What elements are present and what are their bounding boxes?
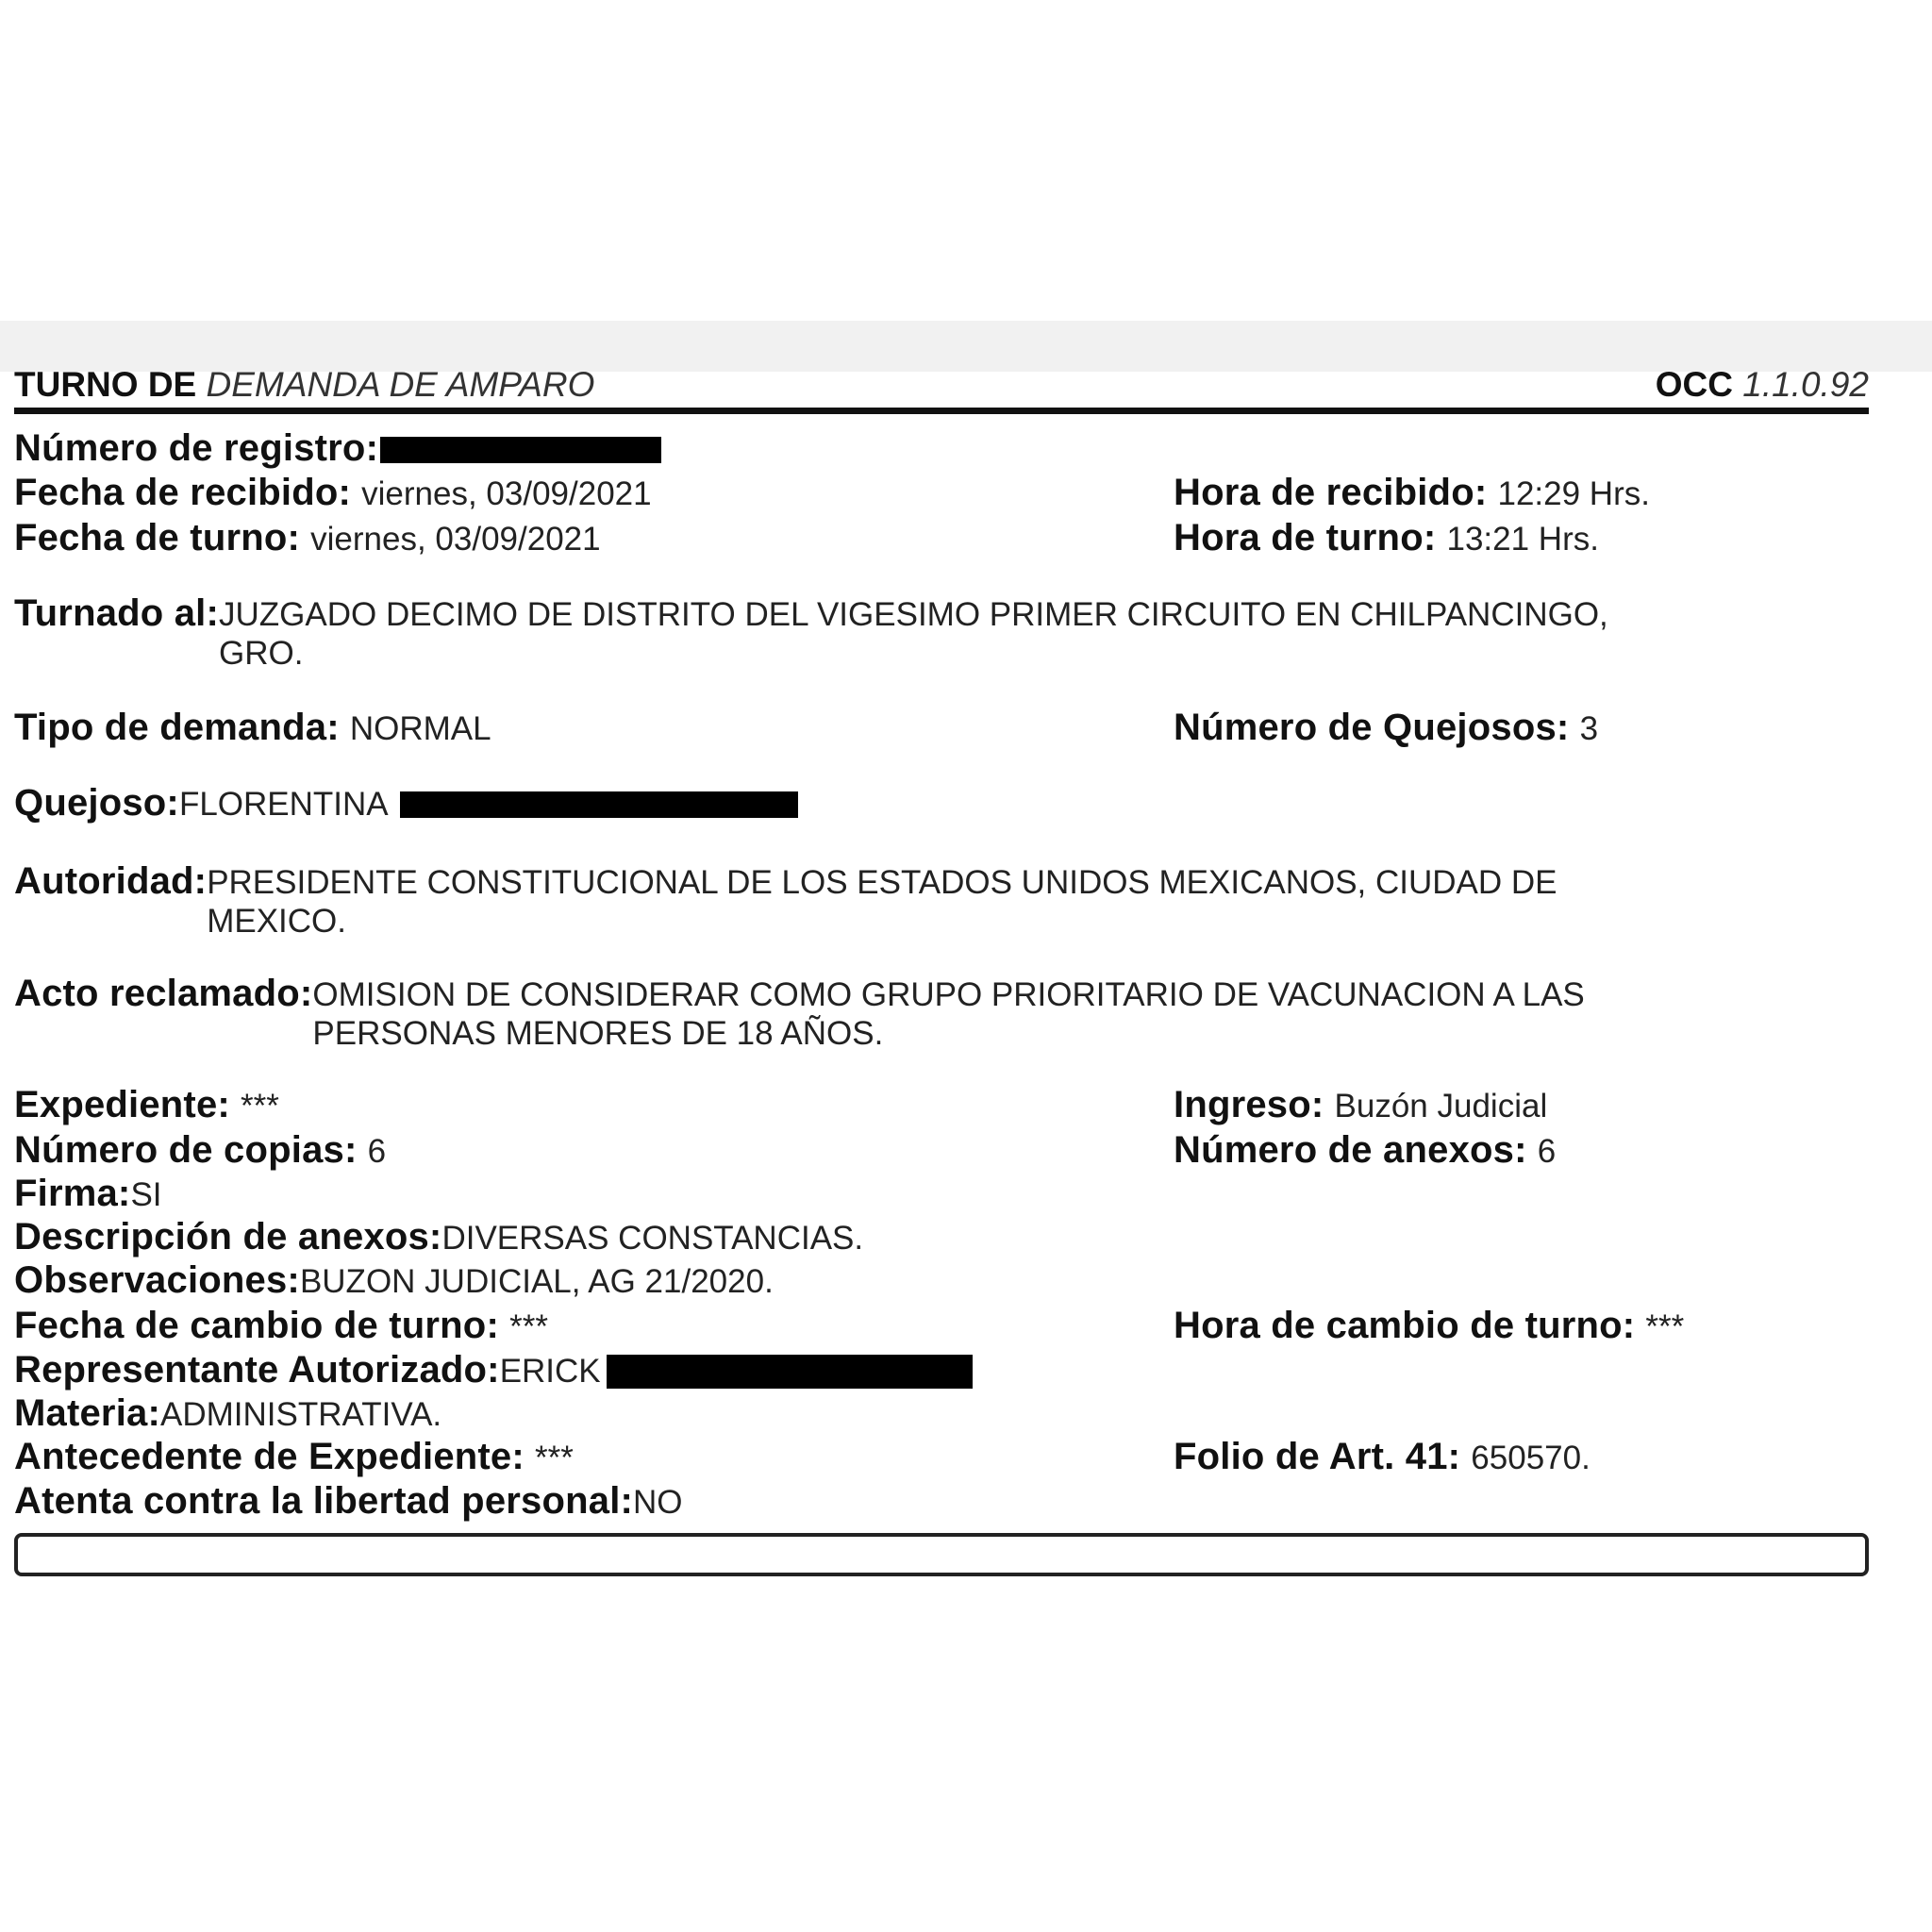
header-rule: [14, 408, 1869, 414]
field-numero-registro: [14, 426, 661, 470]
folio-art41-value: 650570.: [1471, 1440, 1591, 1476]
field-fecha-recibido: [14, 471, 652, 516]
code-bold: OCC: [1655, 365, 1733, 404]
quejoso-label: Quejoso:: [14, 782, 179, 824]
numero-copias-value: 6: [367, 1133, 387, 1170]
field-numero-copias: [14, 1128, 386, 1174]
antecedente-value: ***: [535, 1440, 574, 1476]
ingreso-label: Ingreso:: [1174, 1084, 1324, 1125]
folio-art41-label: Folio de Art. 41:: [1174, 1436, 1461, 1477]
autoridad-line2: MEXICO.: [207, 903, 346, 940]
materia-label: Materia:: [14, 1392, 160, 1434]
acto-reclamado-line2: PERSONAS MENORES DE 18 AÑOS.: [312, 1015, 884, 1052]
turnado-al-value: [219, 591, 1608, 673]
expediente-label: Expediente:: [14, 1084, 230, 1125]
hora-recibido-label: Hora de recibido:: [1174, 472, 1488, 513]
libertad-personal-value: NO: [633, 1484, 683, 1521]
field-turnado-al: [14, 591, 1608, 673]
field-expediente: [14, 1083, 279, 1128]
numero-registro-label: Número de registro:: [14, 427, 379, 469]
autoridad-label: Autoridad:: [14, 860, 208, 902]
field-quejoso: [14, 781, 798, 826]
antecedente-label: Antecedente de Expediente:: [14, 1436, 525, 1477]
acto-reclamado-line1: OMISION DE CONSIDERAR COMO GRUPO PRIORITARIO DE VACUNACION A LAS: [312, 976, 1585, 1013]
document-title: [14, 364, 594, 406]
firma-label: Firma:: [14, 1173, 131, 1214]
fecha-turno-value: viernes, 03/09/2021: [310, 521, 601, 558]
field-hora-cambio-turno: [1174, 1304, 1684, 1349]
field-fecha-turno: [14, 516, 601, 561]
tipo-demanda-label: Tipo de demanda:: [14, 707, 340, 748]
numero-copias-label: Número de copias:: [14, 1129, 358, 1171]
observaciones-label: Observaciones:: [14, 1259, 300, 1301]
numero-anexos-value: 6: [1537, 1133, 1557, 1170]
fecha-recibido-label: Fecha de recibido:: [14, 472, 352, 513]
field-folio-art41: [1174, 1435, 1591, 1480]
field-fecha-cambio-turno: [14, 1304, 548, 1349]
turnado-al-line2: GRO.: [219, 635, 304, 672]
expediente-value: ***: [241, 1088, 279, 1124]
redaction-bar: [400, 791, 798, 818]
numero-quejosos-label: Número de Quejosos:: [1174, 707, 1570, 748]
hora-turno-value: 13:21 Hrs.: [1446, 521, 1599, 558]
field-firma: [14, 1172, 162, 1217]
document: [14, 0, 1869, 1932]
redaction-bar: [380, 437, 661, 463]
document-code: [1656, 364, 1869, 406]
field-descripcion-anexos: [14, 1215, 863, 1260]
empty-footer-box: [14, 1533, 1869, 1576]
field-hora-recibido: [1174, 471, 1650, 516]
numero-anexos-label: Número de anexos:: [1174, 1129, 1527, 1171]
field-libertad-personal: [14, 1479, 683, 1524]
descripcion-anexos-value: DIVERSAS CONSTANCIAS.: [441, 1220, 864, 1257]
autoridad-value: [207, 859, 1557, 941]
hora-cambio-turno-value: ***: [1645, 1308, 1685, 1345]
hora-cambio-turno-label: Hora de cambio de turno:: [1174, 1305, 1636, 1346]
turnado-al-line1: JUZGADO DECIMO DE DISTRITO DEL VIGESIMO PRIMER CIRCUITO EN CHILPANCINGO,: [219, 596, 1608, 633]
field-numero-anexos: [1174, 1128, 1556, 1174]
field-observaciones: [14, 1258, 774, 1304]
descripcion-anexos-label: Descripción de anexos:: [14, 1216, 442, 1257]
field-autoridad: [14, 859, 1557, 941]
materia-value: ADMINISTRATIVA.: [159, 1396, 442, 1433]
field-representante: [14, 1348, 973, 1393]
title-bold: TURNO DE: [14, 365, 197, 404]
redaction-bar: [607, 1355, 973, 1389]
quejoso-value: FLORENTINA: [178, 786, 389, 823]
fecha-recibido-value: viernes, 03/09/2021: [361, 475, 652, 512]
field-hora-turno: [1174, 516, 1599, 561]
fecha-cambio-turno-label: Fecha de cambio de turno:: [14, 1305, 499, 1346]
field-numero-quejosos: [1174, 706, 1598, 751]
firma-value: SI: [130, 1176, 162, 1213]
hora-turno-label: Hora de turno:: [1174, 517, 1437, 558]
field-acto-reclamado: [14, 972, 1585, 1053]
ingreso-value: Buzón Judicial: [1334, 1088, 1548, 1124]
tipo-demanda-value: NORMAL: [349, 710, 491, 747]
field-tipo-demanda: [14, 706, 491, 751]
numero-quejosos-value: 3: [1579, 710, 1599, 747]
acto-reclamado-value: [312, 972, 1584, 1053]
autoridad-line1: PRESIDENTE CONSTITUCIONAL DE LOS ESTADOS UNIDOS MEXICANOS, CIUDAD DE: [207, 864, 1557, 901]
title-italic: DEMANDA DE AMPARO: [206, 365, 595, 404]
libertad-personal-label: Atenta contra la libertad personal:: [14, 1480, 634, 1522]
field-ingreso: [1174, 1083, 1547, 1128]
field-antecedente: [14, 1435, 574, 1480]
fecha-turno-label: Fecha de turno:: [14, 517, 301, 558]
acto-reclamado-label: Acto reclamado:: [14, 973, 313, 1014]
representante-value: ERICK: [499, 1353, 601, 1390]
representante-label: Representante Autorizado:: [14, 1349, 500, 1391]
code-version: 1.1.0.92: [1742, 365, 1869, 404]
hora-recibido-value: 12:29 Hrs.: [1497, 475, 1650, 512]
turnado-al-label: Turnado al:: [14, 592, 220, 634]
observaciones-value: BUZON JUDICIAL, AG 21/2020.: [299, 1263, 774, 1300]
fecha-cambio-turno-value: ***: [509, 1308, 548, 1345]
field-materia: [14, 1391, 441, 1437]
